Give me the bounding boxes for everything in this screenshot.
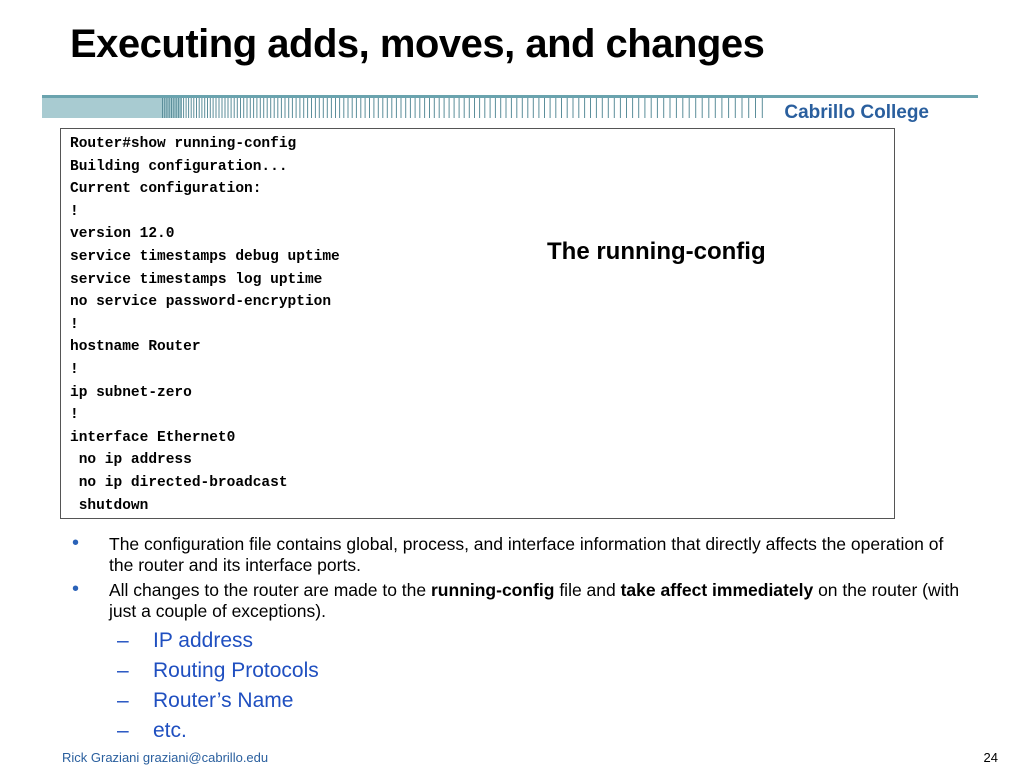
dash-icon: –	[117, 689, 129, 712]
config-line: !	[70, 316, 79, 333]
cabrillo-college-logo: Cabrillo College	[784, 102, 929, 123]
config-line: !	[70, 361, 79, 378]
bullet-text: The configuration file contains global, process, and interface information that directly affects the operation of the router and its interface ports.	[109, 534, 944, 575]
dash-icon: –	[117, 659, 129, 682]
sub-item-label: etc.	[153, 719, 187, 742]
sub-item-list	[68, 626, 968, 746]
config-line: service timestamps log uptime	[70, 271, 323, 288]
bullet-dot-icon: •	[72, 532, 80, 554]
bullet-item	[68, 580, 968, 622]
bullet-item	[68, 534, 968, 576]
running-config-label: The running-config	[547, 238, 766, 265]
running-config-output	[60, 128, 895, 519]
sub-item-label: Router’s Name	[153, 689, 294, 712]
dash-icon: –	[117, 719, 129, 742]
sub-item	[68, 686, 968, 716]
config-line: no ip address	[70, 452, 192, 469]
bullet-text-bold: take affect immediately	[620, 580, 814, 600]
config-line: Building configuration...	[70, 158, 288, 175]
config-line: no ip directed-broadcast	[70, 474, 288, 491]
bullet-text: All changes to the router are made to the	[109, 580, 431, 600]
config-line: ip subnet-zero	[70, 384, 192, 401]
sub-item-label: IP address	[153, 629, 254, 652]
config-line: Router#show running-config	[70, 136, 297, 152]
footer-author: Rick Graziani graziani@cabrillo.edu	[62, 750, 269, 765]
bullet-text: on the router (with just a couple of exceptions).	[109, 580, 960, 621]
sub-item-label: Routing Protocols	[153, 659, 319, 682]
config-line: !	[70, 203, 79, 220]
bullet-dot-icon: •	[72, 578, 80, 600]
config-line: shutdown	[70, 497, 149, 514]
config-line: no service password-encryption	[70, 294, 332, 311]
bullet-text: file and	[554, 580, 621, 600]
sub-item	[68, 716, 968, 746]
config-line: !	[70, 407, 79, 424]
sub-item	[68, 656, 968, 686]
bullet-list	[68, 534, 968, 746]
config-line: interface Ethernet0	[70, 429, 236, 446]
page-number: 24	[983, 750, 998, 765]
bullet-text-bold: running-config	[431, 580, 555, 600]
sub-item	[68, 626, 968, 656]
config-code-block	[70, 133, 340, 517]
config-line: service timestamps debug uptime	[70, 248, 340, 265]
config-line: hostname Router	[70, 339, 201, 356]
config-line: version 12.0	[70, 226, 175, 243]
slide-title: Executing adds, moves, and changes	[70, 22, 765, 66]
config-line: Current configuration:	[70, 181, 262, 198]
dash-icon: –	[117, 629, 129, 652]
